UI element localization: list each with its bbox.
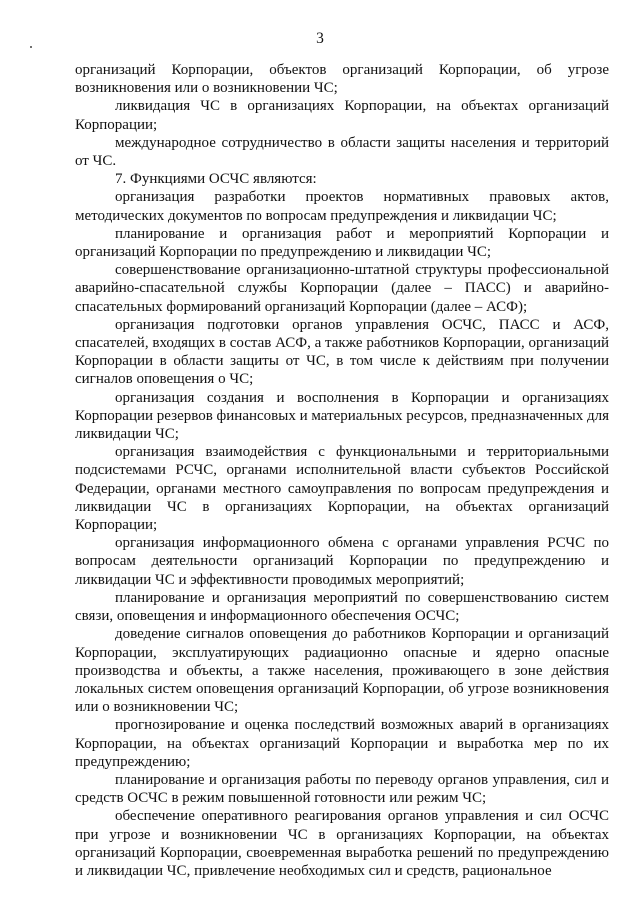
- paragraph: организаций Корпорации, объектов организаций Корпорации, об угрозе возникновения или о возникновении ЧС;: [75, 62, 609, 97]
- paragraph: организация взаимодействия с функциональными и территориальными подсистемами РСЧС, органами исполнительной власти субъектов Российской Федерации, органами местного самоуправления по вопросам предупреждения и ликвидации ЧС в организациях Корпорации, на объектах организаций Корпорации;: [75, 444, 609, 534]
- paragraph: обеспечение оперативного реагирования органов управления и сил ОСЧС при угрозе и возникновении ЧС в организациях Корпорации, на объектах организаций Корпорации, своевременная выработка решений по предупреждению и ликвидации ЧС, привлечение необходимых сил и средств, рациональное: [75, 808, 609, 879]
- paragraph: прогнозирование и оценка последствий возможных аварий в организациях Корпорации, на объектах организаций Корпорации и выработка мер по их предупреждению;: [75, 717, 609, 770]
- document-body: [75, 61, 609, 880]
- paragraph: международное сотрудничество в области защиты населения и территорий от ЧС.: [75, 134, 609, 170]
- paragraph: организация подготовки органов управления ОСЧС, ПАСС и АСФ, спасателей, входящих в состав АСФ, а также работников Корпорации, организаций Корпорации в области защиты от ЧС, в том числе к действиям при получении сигналов оповещения о ЧС;: [75, 316, 609, 388]
- page-number: 3: [316, 30, 324, 47]
- paragraph: ликвидация ЧС в организациях Корпорации, на объектах организаций Корпорации;: [75, 98, 609, 133]
- paragraph: планирование и организация работ и мероприятий Корпорации и организаций Корпорации по предупреждению и ликвидации ЧС;: [75, 225, 609, 261]
- paragraph: организация информационного обмена с органами управления РСЧС по вопросам деятельности организаций Корпорации по предупреждению и ликвидации ЧС и эффективности проводимых мероприятий;: [75, 535, 609, 588]
- section-heading: 7. Функциями ОСЧС являются:: [115, 171, 317, 188]
- paragraph: планирование и организация мероприятий по совершенствованию систем связи, оповещения и информационного обеспечения ОСЧС;: [75, 589, 609, 625]
- paragraph: организация разработки проектов нормативных правовых актов, методических документов по вопросам предупреждения и ликвидации ЧС;: [75, 189, 609, 224]
- paragraph: планирование и организация работы по переводу органов управления, сил и средств ОСЧС в режим повышенной готовности или режим ЧС;: [75, 771, 609, 807]
- paragraph: доведение сигналов оповещения до работников Корпорации и организаций Корпорации, эксплуатирующих радиационно опасные и ядерно опасные производства и объекты, а также населения, проживающего в зоне действия локальных систем оповещения организаций Корпорации, об угрозе возникновения или о возникновении ЧС;: [75, 626, 609, 716]
- paragraph: совершенствование организационно-штатной структуры профессиональной аварийно-спасательной службы Корпорации (далее – ПАСС) и аварийно-спасательных формирований организаций Корпорации (далее – АСФ);: [75, 262, 609, 315]
- paragraph: организация создания и восполнения в Корпорации и организациях Корпорации резервов финансовых и материальных ресурсов, предназначенных для ликвидации ЧС;: [75, 389, 609, 443]
